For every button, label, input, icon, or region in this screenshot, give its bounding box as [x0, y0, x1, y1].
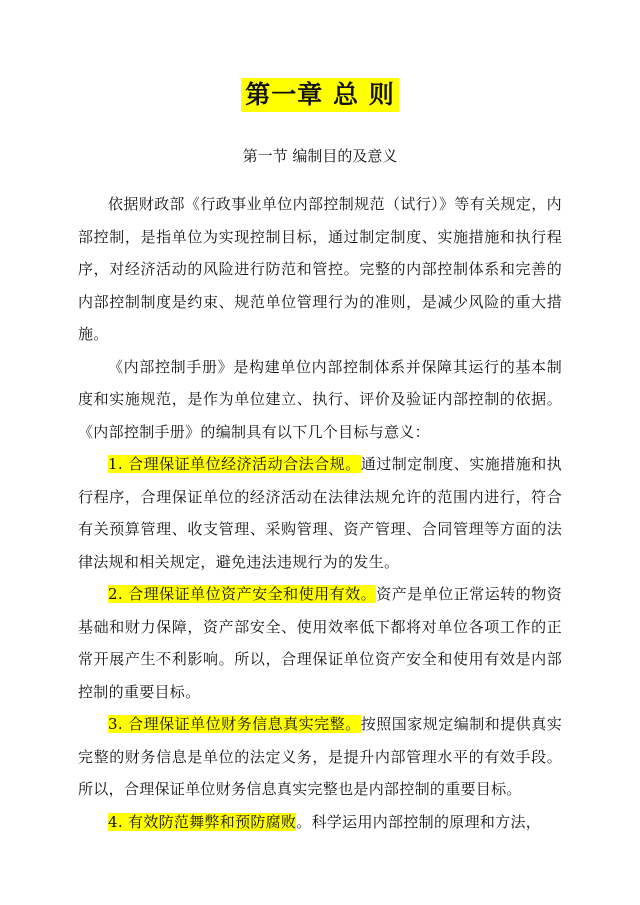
paragraph-5-text: 按照国家规定编制和提供真实完整的财务信息是单位的法定义务，是提升内部管理水平的有效手段。所以，合理保证单位财务信息真实完整也是内部控制的重要目标。 [78, 715, 562, 798]
paragraph-4 [78, 578, 562, 708]
paragraph-2 [78, 351, 562, 449]
paragraph-5-highlight: 3. 合理保证单位财务信息真实完整。 [108, 715, 361, 733]
paragraph-5 [78, 708, 562, 806]
body-text [78, 188, 562, 838]
chapter-title [0, 78, 640, 112]
paragraph-4-text: 资产是单位正常运转的物资基础和财力保障，资产部安全、使用效率低下都将对单位各项工作的正常开展产生不利影响。所以，合理保证单位资产安全和使用有效是内部控制的重要目标。 [78, 585, 562, 701]
paragraph-2-text: 《内部控制手册》是构建单位内部控制体系并保障其运行的基本制度和实施规范，是作为单位建立、执行、评价及验证内部控制的依据。《内部控制手册》的编制具有以下几个目标与意义： [78, 357, 562, 441]
paragraph-1-text: 依据财政部《行政事业单位内部控制规范（试行）》等有关规定，内部控制，是指单位为实现控制目标，通过制定制度、实施措施和执行程序，对经济活动的风险进行防范和管控。完整的内部控制体系和完善的内部控制制度是约束、规范单位管理行为的准则，是减少风险的重大措施。 [78, 195, 562, 343]
paragraph-3-text: 通过制定制度、实施措施和执行程序，合理保证单位的经济活动在法律法规允许的范围内进行，符合有关预算管理、收支管理、采购管理、资产管理、合同管理等方面的法律法规和相关规定，避免违法违规行为的发生。 [78, 455, 562, 571]
paragraph-3-highlight: 1. 合理保证单位经济活动合法合规。 [108, 455, 361, 473]
paragraph-4-highlight: 2. 合理保证单位资产安全和使用有效。 [108, 585, 377, 603]
paragraph-6 [78, 806, 562, 839]
paragraph-6-highlight: 4. 有效防范舞弊和预防腐败 [108, 812, 297, 831]
section-title: 第一节 编制目的及意义 [242, 147, 398, 165]
paragraph-6-text: 。科学运用内部控制的原理和方法， [296, 812, 542, 831]
paragraph-3 [78, 448, 562, 578]
paragraph-1 [78, 188, 562, 351]
chapter-title-text: 第一章 总 则 [241, 78, 398, 112]
